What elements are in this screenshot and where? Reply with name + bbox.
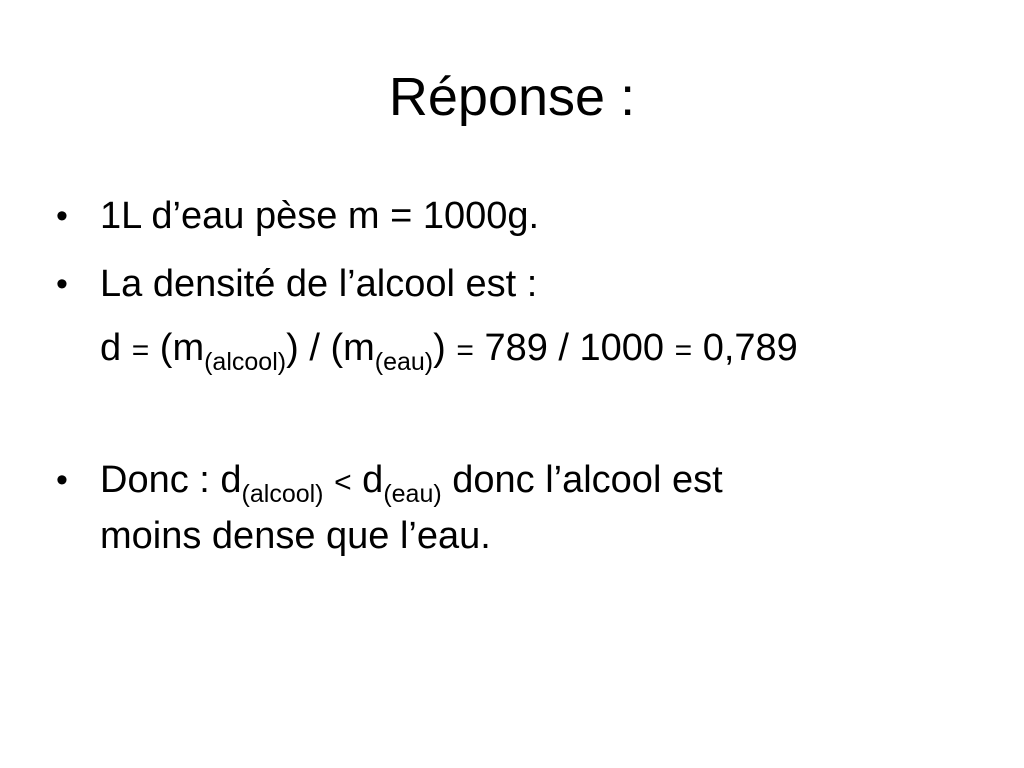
- bullet-text: La densité de l’alcool est :: [100, 263, 538, 305]
- formula-open-mass-alcohol: (m: [159, 327, 205, 369]
- density-formula: [100, 326, 798, 376]
- formula-fraction: 789 / 1000: [484, 327, 665, 369]
- conclusion-less-than: <: [334, 466, 352, 499]
- formula-open-mass-water: (m: [330, 327, 375, 369]
- formula-close-paren: ): [433, 327, 446, 369]
- conclusion-subscript-alcohol: (alcool): [241, 480, 324, 508]
- conclusion-d-water: d: [362, 459, 384, 501]
- formula-divide: /: [309, 327, 320, 369]
- formula-equals: =: [674, 334, 693, 367]
- bullet-marker: •: [56, 461, 68, 499]
- formula-close-paren: ): [286, 327, 299, 369]
- bullet-marker: •: [56, 265, 68, 303]
- bullet-marker: •: [56, 197, 68, 235]
- conclusion-subscript-water: (eau): [383, 480, 442, 508]
- formula-equals: =: [131, 334, 150, 367]
- bullet-item-conclusion: [56, 458, 723, 508]
- conclusion-continuation: [100, 514, 491, 558]
- formula-equals: =: [456, 334, 474, 367]
- formula-subscript-water: (eau): [374, 348, 434, 376]
- conclusion-line2: moins dense que l’eau.: [100, 515, 491, 557]
- formula-subscript-alcohol: (alcool): [204, 348, 287, 376]
- slide-title: Réponse :: [388, 67, 636, 127]
- bullet-text: 1L d’eau pèse m = 1000g.: [100, 195, 540, 237]
- conclusion-suffix: donc l’alcool est: [452, 459, 723, 501]
- formula-lhs: d: [100, 327, 122, 369]
- conclusion-prefix: Donc : d: [100, 459, 242, 501]
- bullet-item-water-mass: [56, 194, 540, 238]
- bullet-item-alcohol-density: [56, 262, 538, 306]
- formula-result: 0,789: [702, 327, 798, 369]
